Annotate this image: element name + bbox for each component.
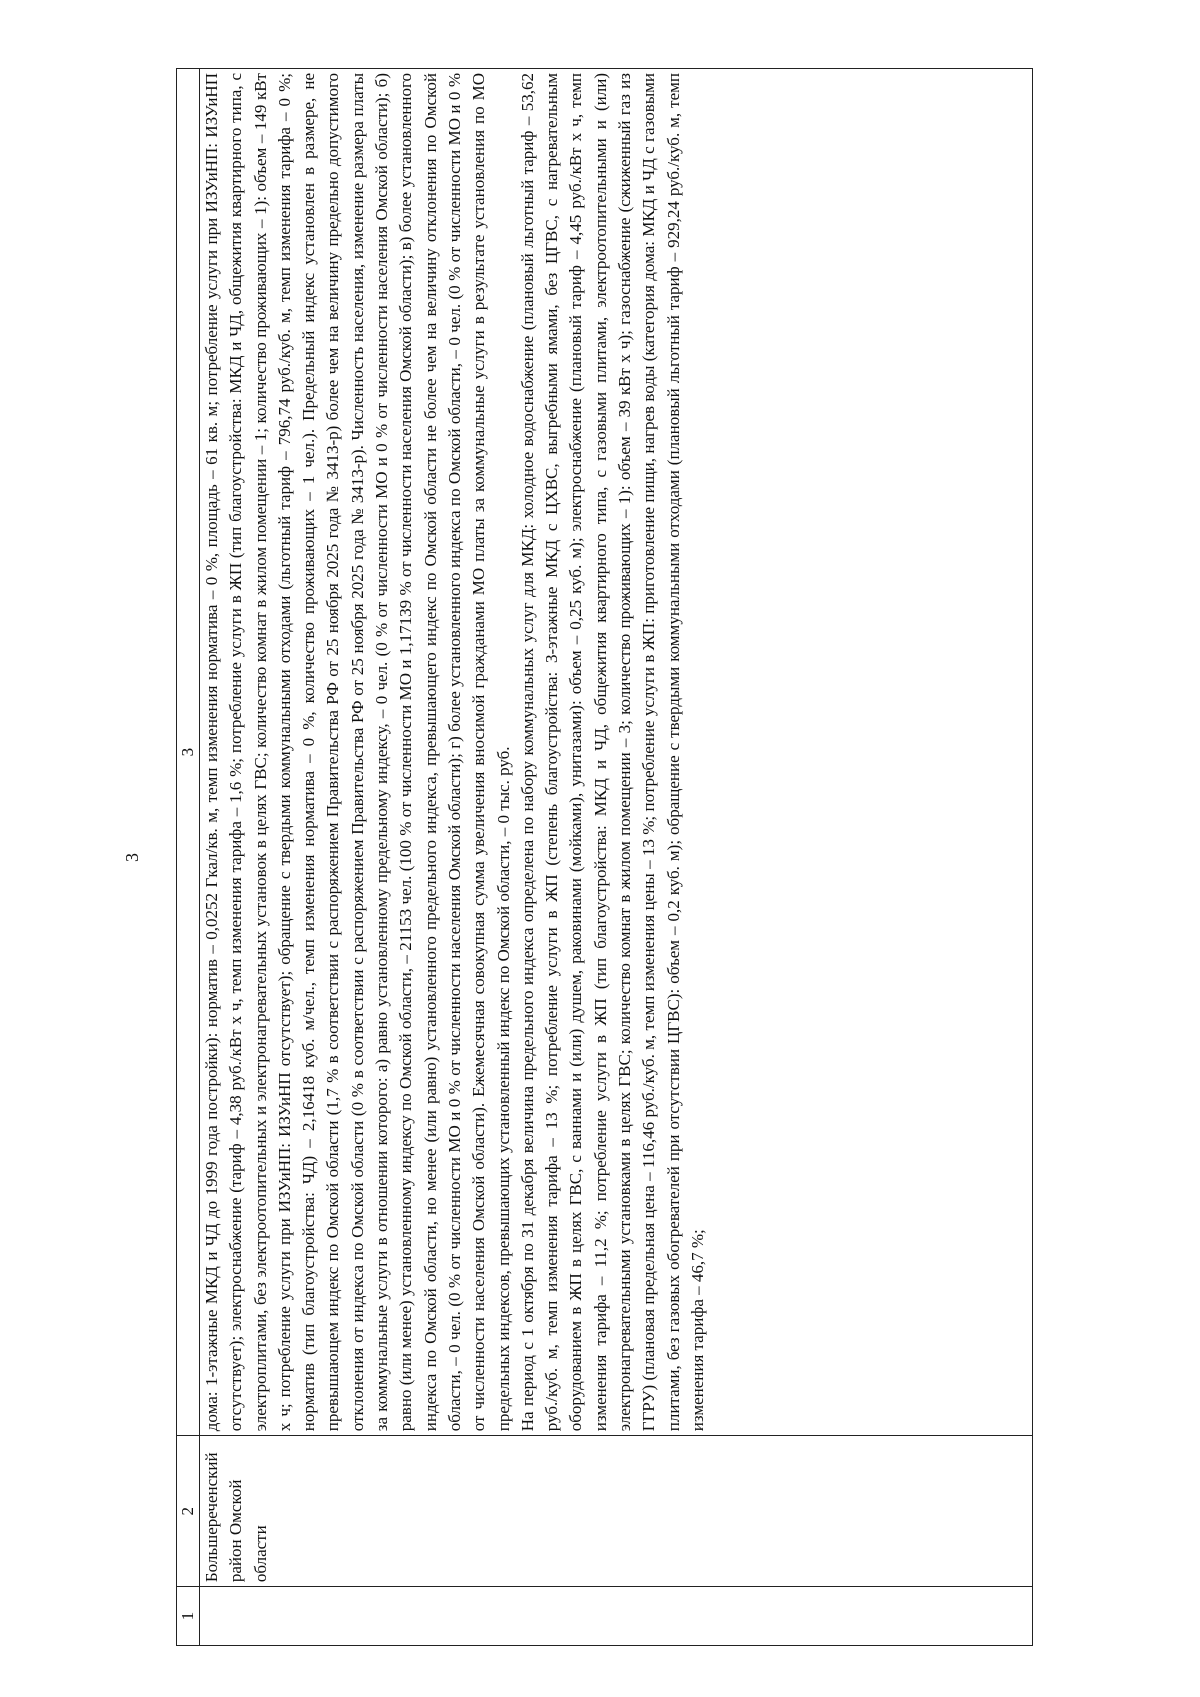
index-table xyxy=(176,68,1033,1646)
page-number: 3 xyxy=(122,853,142,862)
description-paragraph-1: дома: 1-этажные МКД и ЧД до 1999 года постройки): норматив – 0,0252 Гкал/кв. м, темп изменения норматива – 0 %, площадь – 61 кв. м; потребление услуги при ИЗУиНП: ИЗУиНП отсутствует); электроснабжение (тариф – 4,38 руб./кВт х ч, темп изменения тарифа – 1,6 %; потребление услуги в ЖП (тип благоустройства: МКД и ЧД, общежития квартирного типа, с электроплитами, без электроотопительных и электронагревательных установок в целях ГВС; количество комнат в жилом помещении – 1; количество проживающих – 1): объем – 149 кВт х ч; потребление услуги при ИЗУиНП: ИЗУиНП отсутствует); обращение с твердыми коммунальными отходами (льготный тариф – 796,74 руб./куб. м, темп изменения тарифа – 0 %; норматив (тип благоустройства: ЧД) – 2,16418 куб. м/чел., темп изменения норматива – 0 %, количество проживающих – 1 чел.). Предельный индекс установлен в размере, не превышающем индекс по Омской области (1,7 % в соответствии с распоряжением Правительства РФ от 25 ноября 2025 года № 3413-р) более чем на величину предельно допустимого отклонения от индекса по Омской области (0 % в соответствии с распоряжением Правительства РФ от 25 ноября 2025 года № 3413-р). Численность населения, изменение размера платы за коммунальные услуги в отношении которого: а) равно установленному предельному индексу, – 0 чел. (0 % от численности МО и 0 % от численности населения Омской области); б) равно (или менее) установленному индексу по Омской области, – 21153 чел. (100 % от численности МО и 1,17139 % от численности населения Омской области); в) более установленного индекса по Омской области, но менее (или равно) установленного предельного индекса, превышающего индекс по Омской области не более чем на величину отклонения по Омской области, – 0 чел. (0 % от численности МО и 0 % от численности населения Омской области); г) более установленного индекса по Омской области, – 0 чел. (0 % от численности МО и 0 % от численности населения Омской области). Ежемесячная совокупная сумма увеличения вносимой гражданами МО платы за коммунальные услуги в результате установления по МО предельных индексов, превышающих установленный индекс по Омской области, – 0 тыс. руб. xyxy=(202,73,513,1432)
table-header-row xyxy=(177,69,200,1646)
description-cell xyxy=(200,69,1033,1436)
column-header-2: 2 xyxy=(177,1436,200,1587)
region-name-cell: Большереченский район Омской области xyxy=(200,1436,1033,1587)
table-row xyxy=(200,69,1033,1646)
row-number-cell xyxy=(200,1587,1033,1646)
column-header-3: 3 xyxy=(177,69,200,1436)
column-header-1: 1 xyxy=(177,1587,200,1646)
rotated-sheet xyxy=(176,68,1033,1646)
description-paragraph-2: На период с 1 октября по 31 декабря величина предельного индекса определена по набору коммунальных услуг для МКД: холодное водоснабжение (плановый льготный тариф – 53,62 руб./куб. м, темп изменения тарифа – 13 %; потребление услуги в ЖП (степень благоустройства: 3-этажные МКД с ЦХВС, выгребными ямами, без ЦГВС, с нагревательным оборудованием в ЖП в целях ГВС, с ваннами и (или) душем, раковинами (мойками), унитазами): объем – 0,25 куб. м); электроснабжение (плановый тариф – 4,45 руб./кВт х ч, темп изменения тарифа – 11,2 %; потребление услуги в ЖП (тип благоустройства: МКД и ЧД, общежития квартирного типа, с газовыми плитами, электроотопительными и (или) электронагревательными установками в целях ГВС; количество комнат в жилом помещении – 3; количество проживающих – 1): объем – 39 кВт х ч); газоснабжение (сжиженный газ из ГГРУ) (плановая предельная цена – 116,46 руб./куб. м, темп изменения цены – 13 %; потребление услуги в ЖП: приготовление пищи, нагрев воды (категория дома: МКД и ЧД с газовыми плитами, без газовых обогревателей при отсутствии ЦГВС): объем – 0,2 куб. м); обращение с твердыми коммунальными отходами (плановый льготный тариф – 929,24 руб./куб. м, темп изменения тарифа – 46,7 %; xyxy=(517,73,707,1432)
